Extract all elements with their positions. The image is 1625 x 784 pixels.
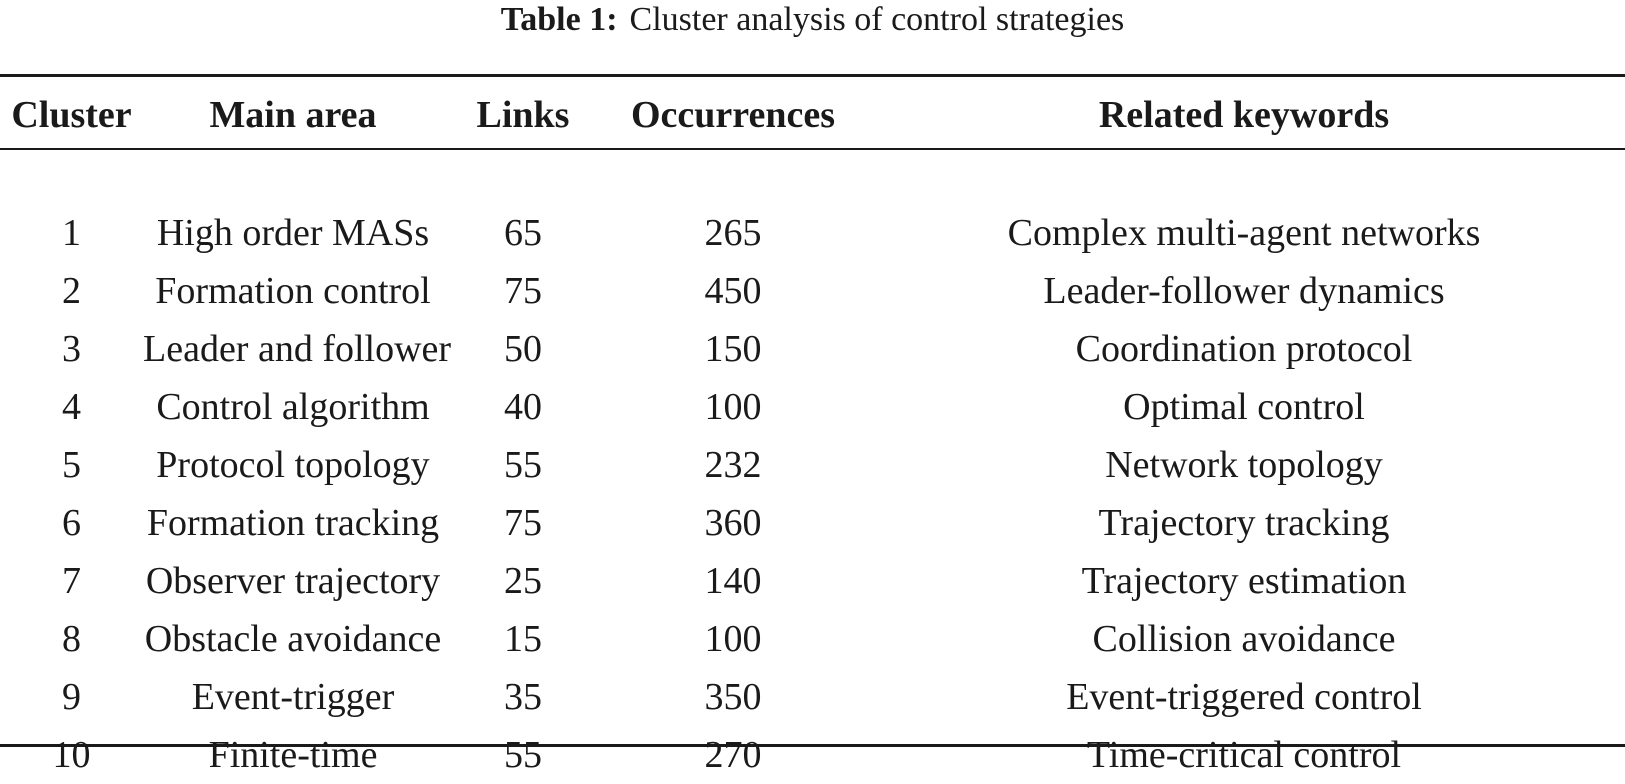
table-row [0,262,1625,320]
cell-occurrences: 140 [704,560,762,602]
cluster-table [0,84,1625,784]
cell-related-keywords: Coordination protocol [1075,328,1413,370]
cell-occurrences: 232 [704,444,762,486]
cell-main-area: Observer trajectory [145,560,441,602]
table-row [0,552,1625,610]
top-rule [0,74,1625,77]
cell-cluster: 7 [62,560,81,602]
cell-links: 25 [504,560,542,602]
header-links: Links [476,94,570,136]
cell-occurrences: 150 [704,328,762,370]
cell-related-keywords: Trajectory estimation [1081,560,1407,602]
cell-links: 50 [504,328,542,370]
cell-cluster: 10 [52,734,91,776]
cell-links: 75 [504,502,542,544]
cell-links: 55 [504,444,542,486]
cell-main-area: Leader and follower [143,328,452,370]
cell-related-keywords: Leader-follower dynamics [1043,270,1445,312]
cell-main-area: Finite-time [208,734,378,776]
cell-related-keywords: Optimal control [1123,386,1365,428]
cell-main-area: Formation control [155,270,431,312]
cell-related-keywords: Collision avoidance [1092,618,1396,660]
cell-cluster: 6 [62,502,81,544]
cell-main-area: Control algorithm [156,386,430,428]
cell-related-keywords: Event-triggered control [1066,676,1422,718]
cell-links: 35 [504,676,542,718]
header-row [0,84,1625,146]
cell-related-keywords: Trajectory tracking [1098,502,1390,544]
cell-links: 55 [504,734,542,776]
cell-cluster: 2 [62,270,81,312]
header-main-area: Main area [209,94,377,136]
caption-label: Table 1: [500,1,618,38]
cell-main-area: High order MASs [156,212,430,254]
header-related-keywords: Related keywords [1098,94,1390,136]
cell-main-area: Protocol topology [156,444,430,486]
cell-main-area: Formation tracking [146,502,440,544]
cell-links: 15 [504,618,542,660]
table-row [0,610,1625,668]
table-row [0,668,1625,726]
cell-occurrences: 265 [704,212,762,254]
cell-cluster: 5 [62,444,81,486]
cell-related-keywords: Complex multi-agent networks [1007,212,1481,254]
cell-main-area: Event-trigger [191,676,395,718]
caption-text: Cluster analysis of control strategies [629,1,1125,38]
cell-occurrences: 100 [704,386,762,428]
cell-links: 75 [504,270,542,312]
cell-related-keywords: Time-critical control [1086,734,1402,776]
cell-occurrences: 350 [704,676,762,718]
spacer-row [0,146,1625,204]
table-row [0,436,1625,494]
cell-related-keywords: Network topology [1105,444,1383,486]
table-caption [0,0,1625,40]
cell-occurrences: 100 [704,618,762,660]
cell-cluster: 1 [62,212,81,254]
table-row [0,378,1625,436]
cell-links: 40 [504,386,542,428]
table-row [0,494,1625,552]
header-occurrences: Occurrences [631,94,835,136]
cell-occurrences: 270 [704,734,762,776]
cell-cluster: 4 [62,386,81,428]
cell-main-area: Obstacle avoidance [144,618,442,660]
cell-cluster: 9 [62,676,81,718]
cell-links: 65 [504,212,542,254]
cell-cluster: 3 [62,328,81,370]
table-row [0,204,1625,262]
cell-occurrences: 360 [704,502,762,544]
cell-cluster: 8 [62,618,81,660]
cell-occurrences: 450 [704,270,762,312]
header-cluster: Cluster [11,94,132,136]
table-row [0,320,1625,378]
table-row [0,726,1625,784]
